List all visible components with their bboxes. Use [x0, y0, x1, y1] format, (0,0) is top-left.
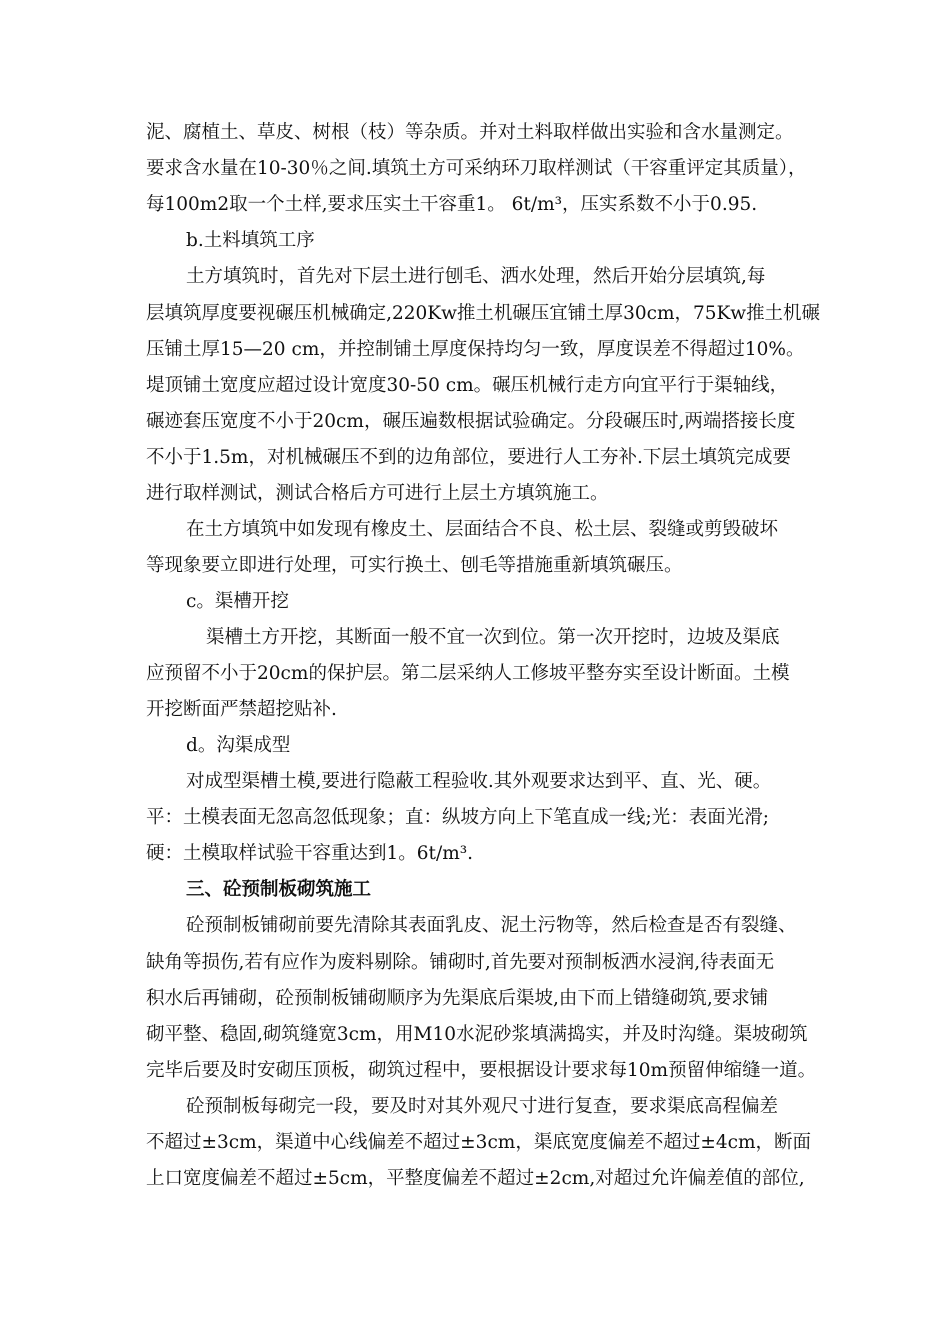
text-line: 每100m2取一个土样,要求压实土干容重1。 6t/m³，压实系数不小于0.95.: [146, 194, 758, 215]
text-line: 土方填筑时，首先对下层土进行刨毛、洒水处理，然后开始分层填筑,每: [186, 266, 766, 287]
text-line: 渠槽土方开挖，其断面一般不宜一次到位。第一次开挖时，边坡及渠底: [206, 627, 780, 648]
text-line: 不小于1.5m，对机械碾压不到的边角部位，要进行人工夯补.下层土填筑完成要: [146, 447, 791, 468]
text-line: 硬：土模取样试验干容重达到1。6t/m³.: [146, 843, 474, 864]
section-subheading: b.土料填筑工序: [186, 230, 315, 251]
text-line: 砌平整、稳固,砌筑缝宽3cm，用M10水泥砂浆填满捣实，并及时沟缝。渠坡砌筑: [146, 1024, 808, 1045]
text-line: 等现象要立即进行处理，可实行换土、刨毛等措施重新填筑碾压。: [146, 555, 683, 576]
section-heading: 三、砼预制板砌筑施工: [186, 879, 372, 900]
text-line: 在土方填筑中如发现有橡皮土、层面结合不良、松土层、裂缝或剪毁破坏: [186, 519, 779, 540]
section-subheading: d。沟渠成型: [186, 735, 291, 756]
text-line: 进行取样测试，测试合格后方可进行上层土方填筑施工。: [146, 483, 609, 504]
text-line: 对成型渠槽土模,要进行隐蔽工程验收.其外观要求达到平、直、光、硬。: [186, 771, 772, 792]
text-line: 堤顶铺土宽度应超过设计宽度30-50 cm。碾压机械行走方向宜平行于渠轴线，: [146, 375, 789, 396]
text-line: 要求含水量在10-30％之间.填筑土方可采纳环刀取样测试（干容重评定其质量），: [146, 158, 807, 179]
text-line: 压铺土厚15—20 cm，并控制铺土厚度保持均匀一致，厚度误差不得超过10%。: [146, 339, 805, 360]
text-line: 平：土模表面无忽高忽低现象；直：纵坡方向上下笔直成一线;光：表面光滑;: [146, 807, 769, 828]
text-line: 碾迹套压宽度不小于20cm，碾压遍数根据试验确定。分段碾压时,两端搭接长度: [146, 411, 796, 432]
text-line: 不超过±3cm，渠道中心线偏差不超过±3cm，渠底宽度偏差不超过±4cm，断面: [146, 1132, 812, 1153]
text-line: 开挖断面严禁超挖贴补.: [146, 699, 337, 720]
text-line: 积水后再铺砌，砼预制板铺砌顺序为先渠底后渠坡,由下而上错缝砌筑,要求铺: [146, 988, 769, 1009]
text-line: 上口宽度偏差不超过±5cm，平整度偏差不超过±2cm,对超过允许偏差值的部位,: [146, 1168, 805, 1189]
text-line: 层填筑厚度要视碾压机械确定,220Kw推土机碾压宜铺土厚30cm，75Kw推土机碾: [146, 303, 820, 324]
text-line: 应预留不小于20cm的保护层。第二层采纳人工修坡平整夯实至设计断面。土模: [146, 663, 790, 684]
text-line: 砼预制板每砌完一段，要及时对其外观尺寸进行复查，要求渠底高程偏差: [186, 1096, 779, 1117]
text-line: 砼预制板铺砌前要先清除其表面乳皮、泥土污物等，然后检查是否有裂缝、: [186, 915, 797, 936]
text-line: 泥、腐植土、草皮、树根（枝）等杂质。并对土料取样做出实验和含水量测定。: [146, 122, 794, 143]
section-subheading: c。渠槽开挖: [186, 591, 289, 612]
text-line: 缺角等损伤,若有应作为废料剔除。铺砌时,首先要对预制板洒水浸润,待表面无: [146, 952, 775, 973]
text-line: 完毕后要及时安砌压顶板，砌筑过程中，要根据设计要求每10m预留伸缩缝一道。: [146, 1060, 817, 1081]
